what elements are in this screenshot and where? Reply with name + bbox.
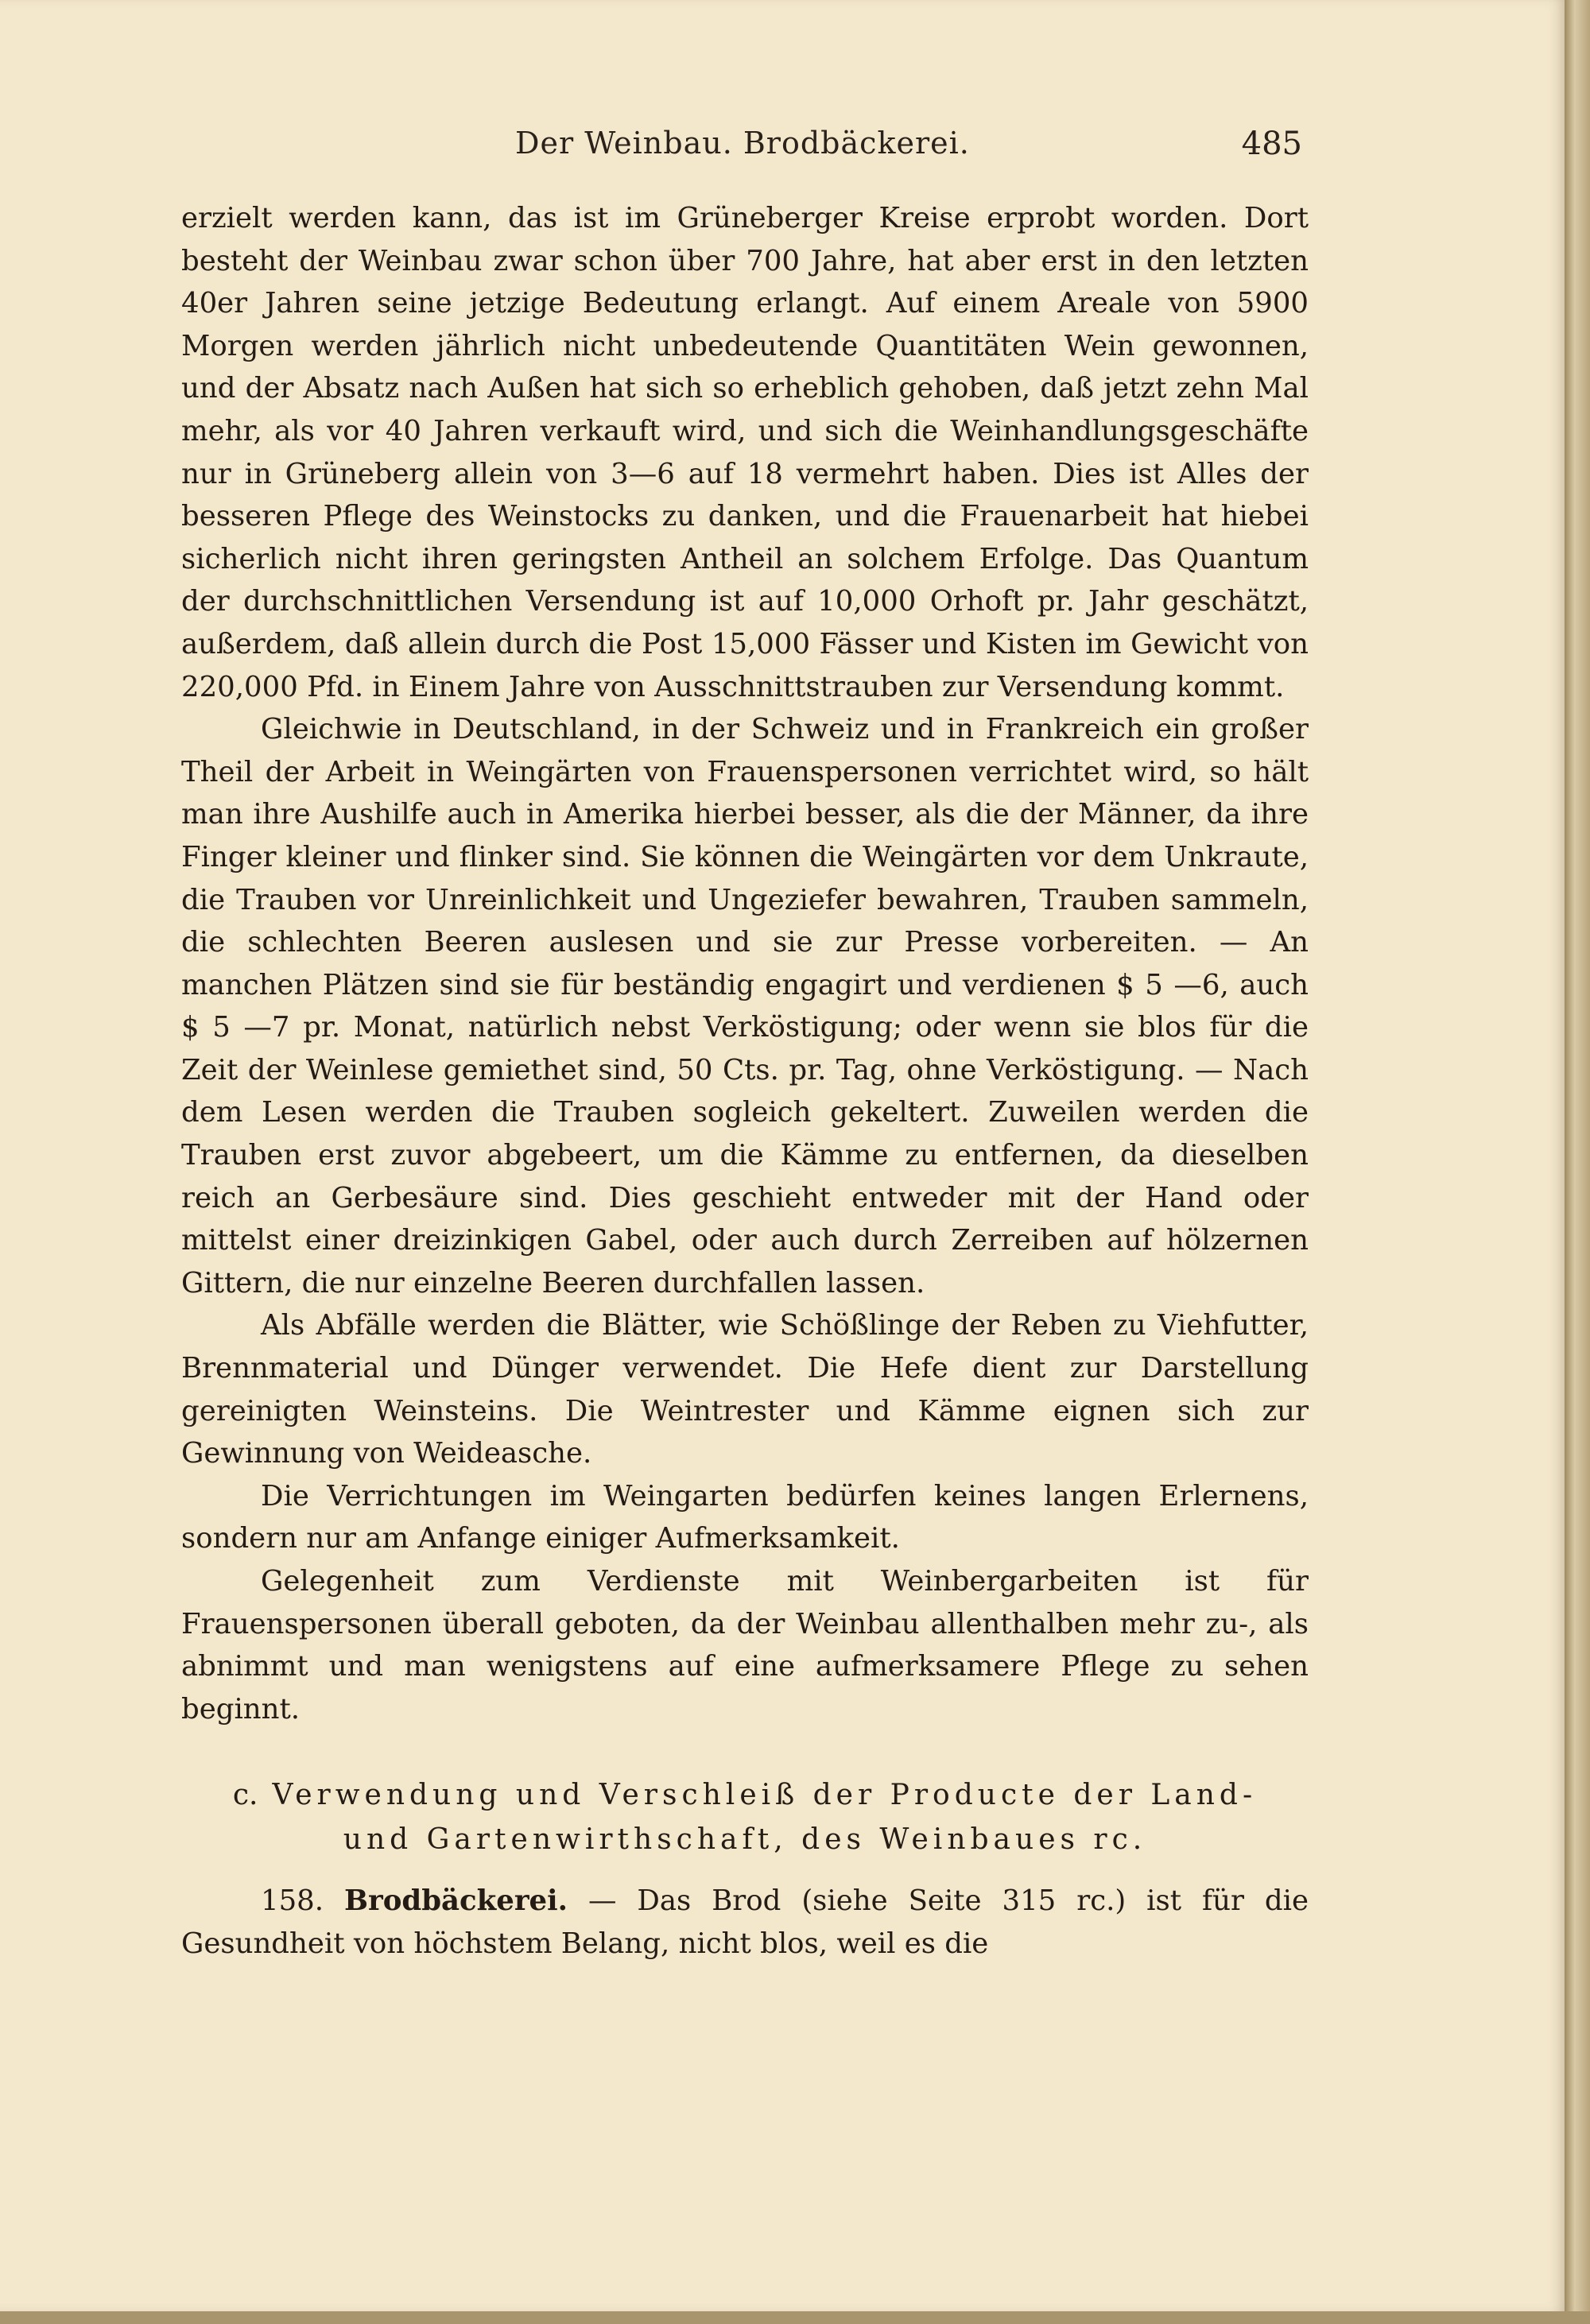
running-head: Der Weinbau. Brodbäckerei. [515, 126, 970, 161]
page-number: 485 [1241, 126, 1302, 162]
article-number: 158. [261, 1884, 324, 1918]
paragraph-continuation: erzielt werden kann, das ist im Grüneberger Kreise erprobt worden. Dort besteht der Weinbau zwar schon über 700 Jahre, hat aber erst in den letzten 40er Jahren seine jetzige Bedeutung erlangt. Auf einem Areale von 5900 Morgen werden jährlich nicht unbedeutende Quantitäten Wein gewonnen, und der Absatz nach Außen hat sich so erheblich gehoben, daß jetzt zehn Mal mehr, als vor 40 Jahren verkauft wird, und sich die Weinhandlungsgeschäfte nur in Grüneberg allein von 3—6 auf 18 vermehrt haben. Dies ist Alles der besseren Pflege des Weinstocks zu danken, und die Frauenarbeit hat hiebei sicherlich nicht ihren geringsten Antheil an solchem Erfolge. Das Quantum der durchschnittlichen Versendung ist auf 10,000 Orhoft pr. Jahr geschätzt, außerdem, daß allein durch die Post 15,000 Fässer und Kisten im Gewicht von 220,000 Pfd. in Einem Jahre von Ausschnittstrauben zur Versendung kommt. [181, 202, 1309, 703]
paragraph-tasks: Die Verrichtungen im Weingarten bedürfen keines langen Erlernens, sondern nur am Anfange einiger Aufmerksamkeit. [181, 1479, 1309, 1555]
page-header [181, 126, 1302, 173]
section-heading [181, 1773, 1309, 1862]
article-text: — Das Brod (siehe Seite 315 rc.) ist für die Gesundheit von höchstem Belang, nicht blos, weil es die [181, 1884, 1309, 1960]
section-title-line1: Verwendung und Verschleiß der Producte der Land- [272, 1779, 1258, 1812]
article-paragraph [181, 1880, 1309, 1965]
paragraph-women-labor: Gleichwie in Deutschland, in der Schweiz und in Frankreich ein großer Theil der Arbeit in Weingärten von Frauenspersonen verrichtet wird, so hält man ihre Aushilfe auch in Amerika hierbei besser, als die der Männer, da ihre Finger kleiner und flinker sind. Sie können die Weingärten vor dem Unkraute, die Trauben vor Unreinlichkeit und Ungeziefer bewahren, Trauben sammeln, die schlechten Beeren auslesen und sie zur Presse vorbereiten. — An manchen Plätzen sind sie für beständig engagirt und verdienen $ 5 —6, auch $ 5 —7 pr. Monat, natürlich nebst Verköstigung; oder wenn sie blos für die Zeit der Weinlese gemiethet sind, 50 Cts. pr. Tag, ohne Verköstigung. — Nach dem Lesen werden die Trauben sogleich gekeltert. Zuweilen werden die Trauben erst zuvor abgebeert, um die Kämme zu entfernen, da dieselben reich an Gerbesäure sind. Dies geschieht entweder mit der Hand oder mittelst einer dreizinkigen Gabel, oder auch durch Zerreiben auf hölzernen Gittern, die nur einzelne Beeren durchfallen lassen. [181, 713, 1309, 1300]
section-label: c. [232, 1779, 258, 1812]
body-text [181, 197, 1309, 1966]
page-bottom-edge [0, 2311, 1590, 2324]
section-title-line2: und Gartenwirthschaft, des Weinbaues rc. [343, 1823, 1147, 1857]
page-edge [1565, 0, 1590, 2324]
paragraph-waste-use: Als Abfälle werden die Blätter, wie Schößlinge der Reben zu Viehfutter, Brennmaterial und Dünger verwendet. Die Hefe dient zur Darstellung gereinigten Weinsteins. Die Weintrester und Kämme eignen sich zur Gewinnung von Weideasche. [181, 1309, 1309, 1470]
article-title: Brodbäckerei. [344, 1884, 568, 1918]
paragraph-opportunity: Gelegenheit zum Verdienste mit Weinbergarbeiten ist für Frauenspersonen überall geboten, da der Weinbau allenthalben mehr zu-, als abnimmt und man wenigstens auf eine aufmerksamere Pflege zu sehen beginnt. [181, 1565, 1309, 1726]
